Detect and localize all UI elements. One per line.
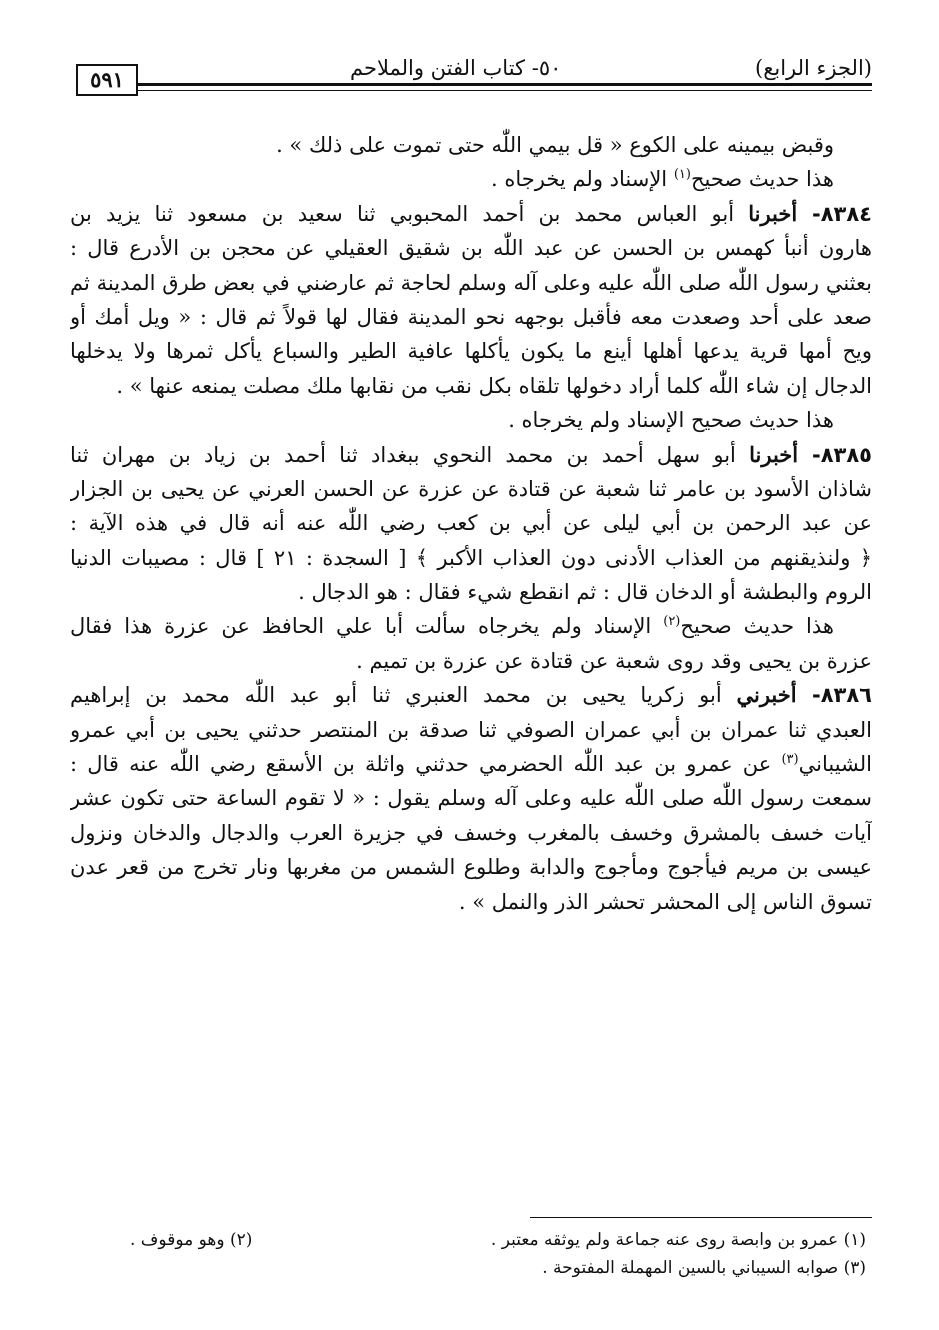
footnote-2: (٢) وهو موقوف .	[130, 1230, 253, 1250]
hadith-number: ٨٣٨٤-	[797, 201, 872, 226]
page-number: ٥٩١	[76, 64, 138, 96]
footnote-ref: (١)	[673, 167, 691, 183]
text-line: آيات خسف بالمشرق وخسف بالمغرب وخسف في جزيرة العرب والدجال والدخان ونزول	[70, 820, 872, 845]
hadith-start-line: ٨٣٨٥- أخبرنا أبو سهل أحمد بن محمد النحوي ببغداد ثنا أحمد بن زياد بن مهران ثنا	[70, 441, 872, 467]
footnote-1: (١) عمرو بن وابصة روى عنه جماعة ولم يوثقه معتبر .	[490, 1230, 866, 1250]
text-line: الشيباني$^{(٣)}$ عن عمرو بن عبد اللّٰه الحضرمي حدثني واثلة بن الأسقع رضي اللّٰه عنه قال :	[70, 752, 872, 777]
header-rule-thick	[138, 83, 872, 86]
text-line: هارون أنبأ كهمس بن الحسن عن عبد اللّٰه بن شقيق العقيلي عن محجن بن الأدرع قال :	[70, 236, 872, 261]
hadith-start-line: ٨٣٨٤- أخبرنا أبو العباس محمد بن أحمد المحبوبي ثنا سعيد بن مسعود ثنا يزيد بن	[70, 200, 872, 226]
text-line: تسوق الناس إلى المحشر تحشر الذر والنمل » .	[458, 889, 872, 914]
text-line: وقبض بيمينه على الكوع « قل بيمي اللّٰه حتى تموت على ذلك » .	[276, 133, 834, 157]
text-line: بعثني رسول اللّٰه صلى اللّٰه عليه وعلى آله وسلم لحاجة ثم عارضني في بعض طرق المدينة ثم	[70, 270, 872, 295]
text-line: هذا حديث صحيح$^{(١)}$ الإسناد ولم يخرجاه .	[491, 167, 834, 192]
footnotes	[70, 1226, 872, 1282]
text-line: شاذان الأسود بن عامر ثنا شعبة عن قتادة عن عزرة عن الحسن العرني عن يحيى بن الجزار	[70, 476, 872, 501]
hadith-number: ٨٣٨٦-	[796, 683, 872, 708]
text-line: هذا حديث صحيح الإسناد ولم يخرجاه .	[508, 408, 834, 433]
text-line: صعد على أحد وصعدت معه فأقبل بوجهه نحو المدينة فقال لها قولاً ثم قال : « ويل أمك أو	[70, 304, 872, 329]
text-line: عزرة بن يحيى وقد روى شعبة عن قتادة عن عزرة بن تميم .	[356, 648, 872, 673]
text-line: الروم والبطشة أو الدخان قال : ثم انقطع شيء فقال : هو الدجال .	[298, 580, 872, 605]
text-line: هذا حديث صحيح$^{(٢)}$ الإسناد ولم يخرجاه سألت أبا علي الحافظ عن عزرة هذا فقال	[70, 614, 834, 639]
hadith-number: ٨٣٨٥-	[798, 442, 872, 467]
text-line: عيسى بن مريم فيأجوج ومأجوج والدابة وطلوع الشمس من مغربها ونار تخرج من قعر عدن	[70, 855, 872, 880]
footnote-row	[70, 1226, 872, 1254]
footnote-row	[70, 1254, 872, 1282]
text-line: الدجال إن شاء اللّٰه كلما أراد دخولها تلقاه بكل نقب من نقابها ملك مصلت يمنعه عنها » .	[116, 373, 872, 398]
text-line: عن عبد الرحمن بن أبي ليلى عن أبي بن كعب رضي اللّٰه عنه أنه قال في هذه الآية :	[70, 511, 872, 536]
part-title: (الجزء الرابع)	[754, 56, 872, 80]
footnote-separator	[530, 1217, 872, 1218]
hadith-lead-word: أخبرنا	[748, 200, 798, 226]
quran-quote-line: ﴿ ولنذيقنهم من العذاب الأدنى دون العذاب الأكبر ﴾ [ السجدة : ٢١ ] قال : مصيبات الدنيا	[70, 545, 872, 570]
hadith-start-line: ٨٣٨٦- أخبرني أبو زكريا يحيى بن محمد العنبري ثنا أبو عبد اللّٰه محمد بن إبراهيم	[70, 682, 872, 708]
text-line: سمعت رسول اللّٰه صلى اللّٰه عليه وعلى آله وسلم يقول : « لا تقوم الساعة حتى تكون عشر	[70, 786, 872, 811]
text-line: العبدي ثنا عمران بن أبي عمران الصوفي ثنا صدقة بن المنتصر حدثني يحيى بن أبي عمرو	[70, 717, 872, 742]
header-rule-thin	[138, 90, 872, 91]
footnote-ref: (٣)	[781, 752, 799, 768]
body-text	[70, 128, 872, 919]
footnote-3: (٣) صوابه السيباني بالسين المهملة المفتوحة .	[542, 1258, 866, 1278]
hadith-lead-word: أخبرني	[736, 682, 797, 708]
footnote-ref: (٢)	[663, 614, 681, 630]
text-line: ويح أمها قرية يدعها أهلها أينع ما يكون يأكلها عافية الطير والسباع يأكل ثمرها ولا يدخلها	[70, 339, 872, 364]
chapter-title: ٥٠- كتاب الفتن والملاحم	[350, 56, 562, 80]
running-header	[70, 50, 872, 102]
hadith-lead-word: أخبرنا	[749, 441, 799, 467]
